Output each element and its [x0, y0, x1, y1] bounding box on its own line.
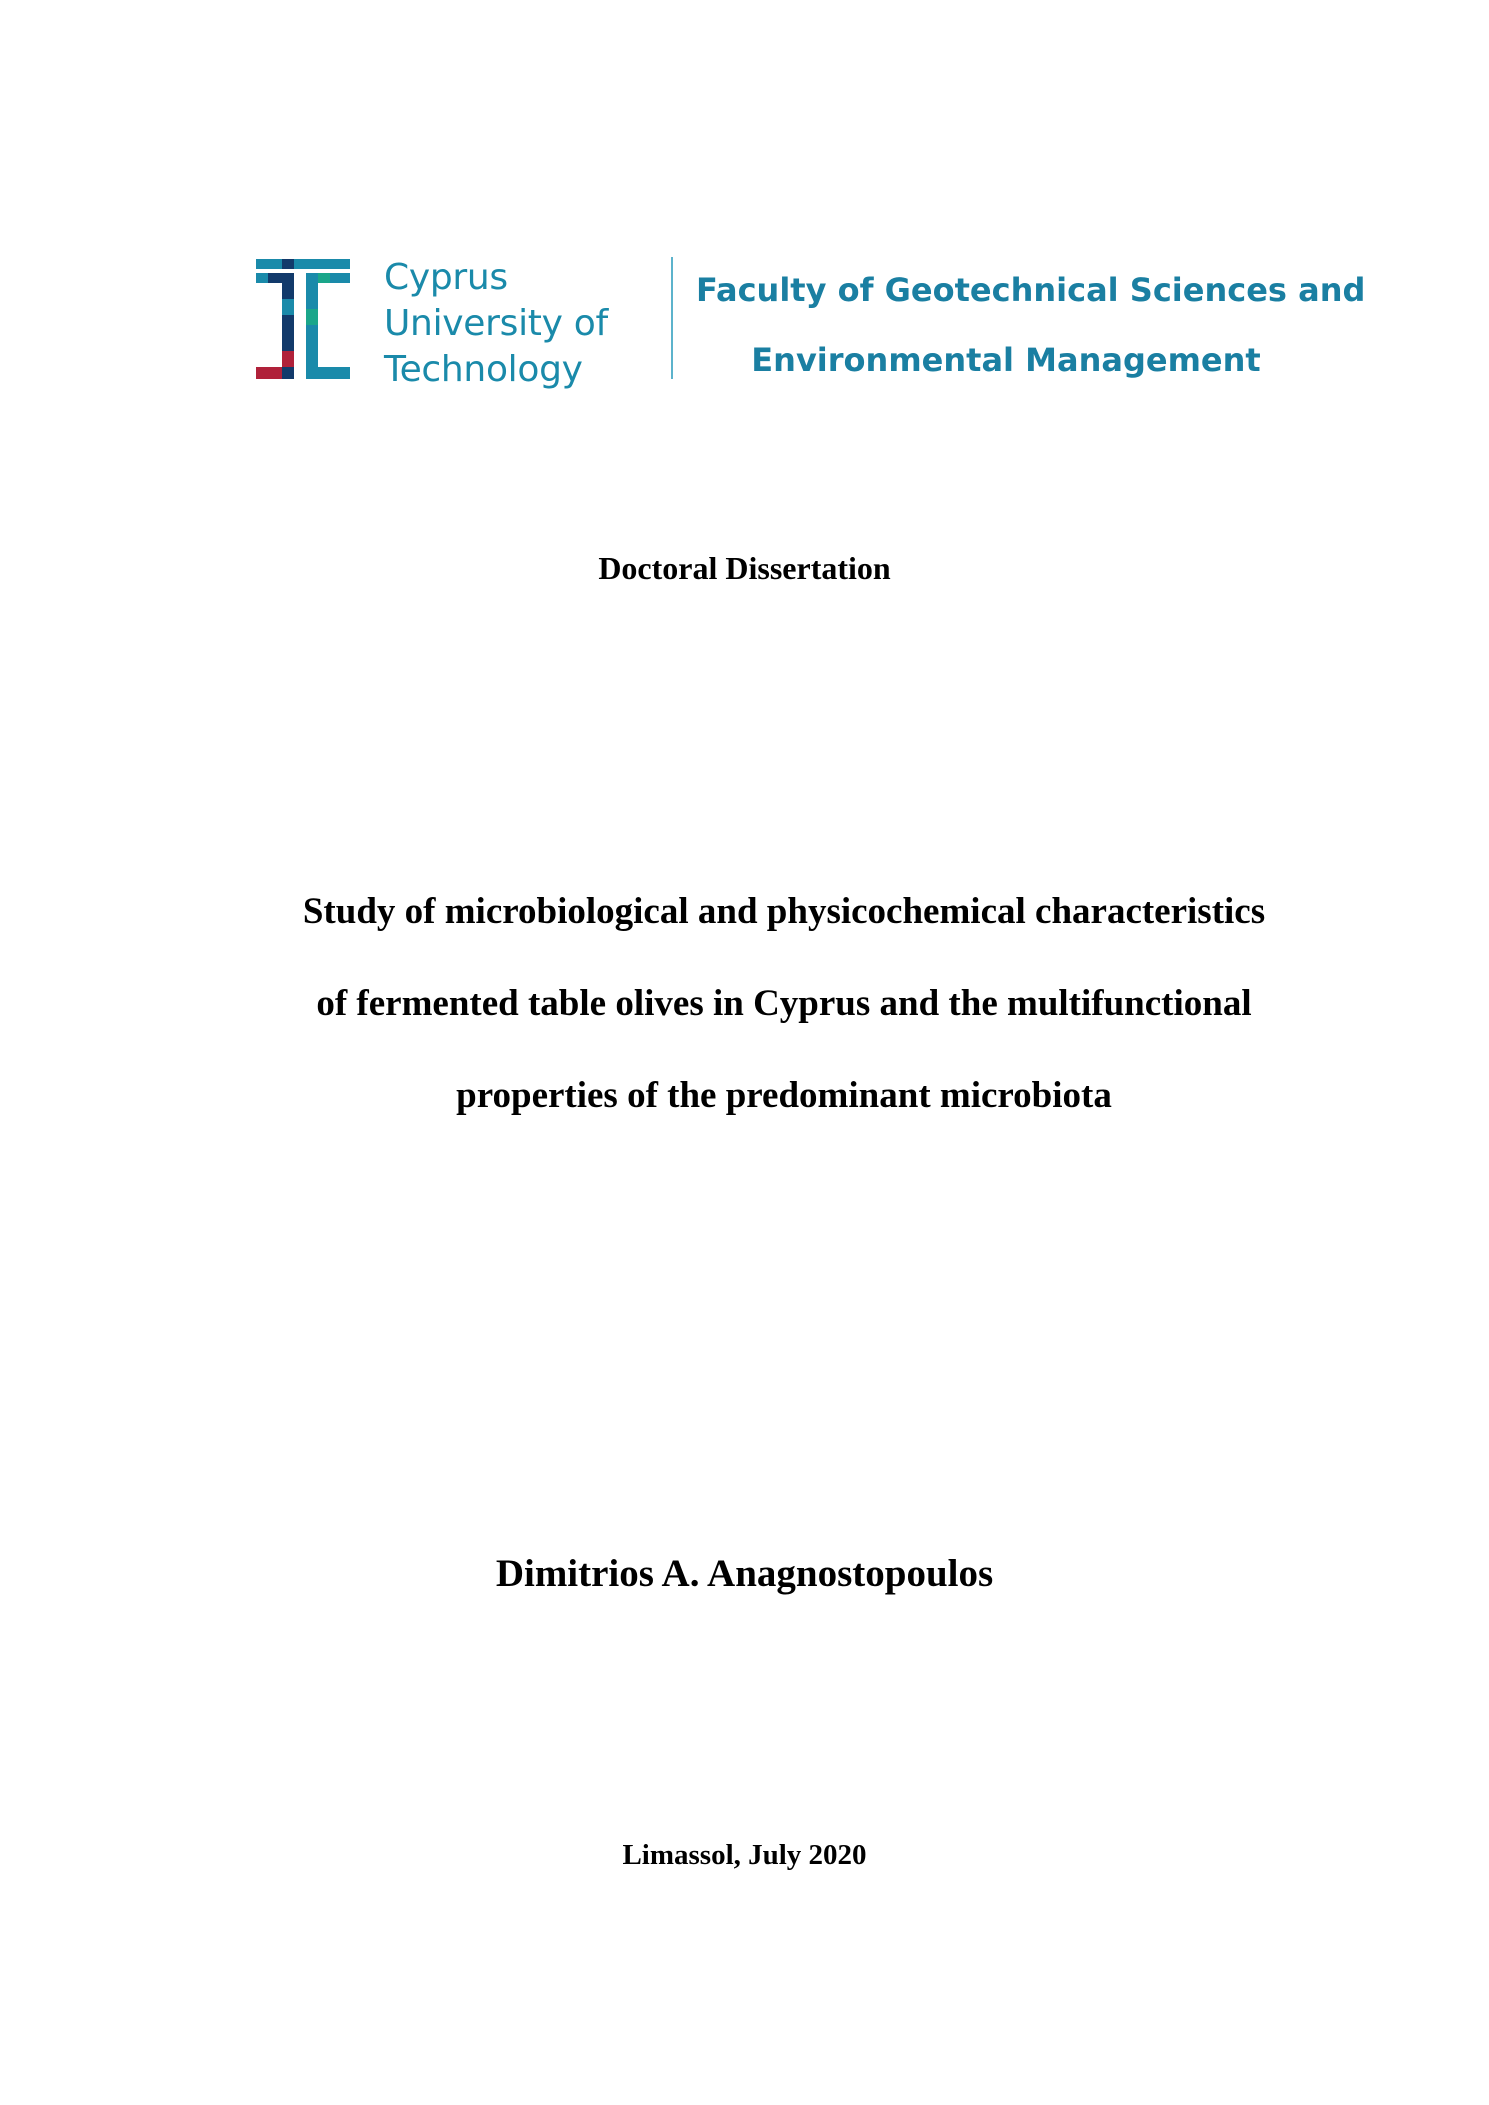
faculty-name-line-2: Environmental Management: [751, 341, 1261, 379]
place-and-date: Limassol, July 2020: [622, 1839, 867, 1871]
university-name-line-3: Technology: [384, 349, 583, 390]
dissertation-title: [144, 866, 1424, 1142]
faculty-name-line-1: Faculty of Geotechnical Sciences and: [696, 271, 1366, 309]
faculty-name: [696, 255, 1366, 395]
university-name: [384, 255, 608, 393]
title-line-1: Study of microbiological and physicochemical characteristics: [302, 891, 1266, 932]
university-name-line-2: University of: [384, 303, 608, 344]
title-line-2: of fermented table olives in Cyprus and the multifunctional: [316, 983, 1252, 1024]
title-line-3: properties of the predominant microbiota: [456, 1075, 1112, 1116]
university-name-line-1: Cyprus: [384, 257, 508, 298]
header-divider: [671, 257, 673, 379]
document-type: Doctoral Dissertation: [598, 550, 891, 586]
author-name: Dimitrios A. Anagnostopoulos: [495, 1552, 994, 1595]
header: [256, 255, 1366, 390]
university-logo-icon: [256, 259, 350, 379]
